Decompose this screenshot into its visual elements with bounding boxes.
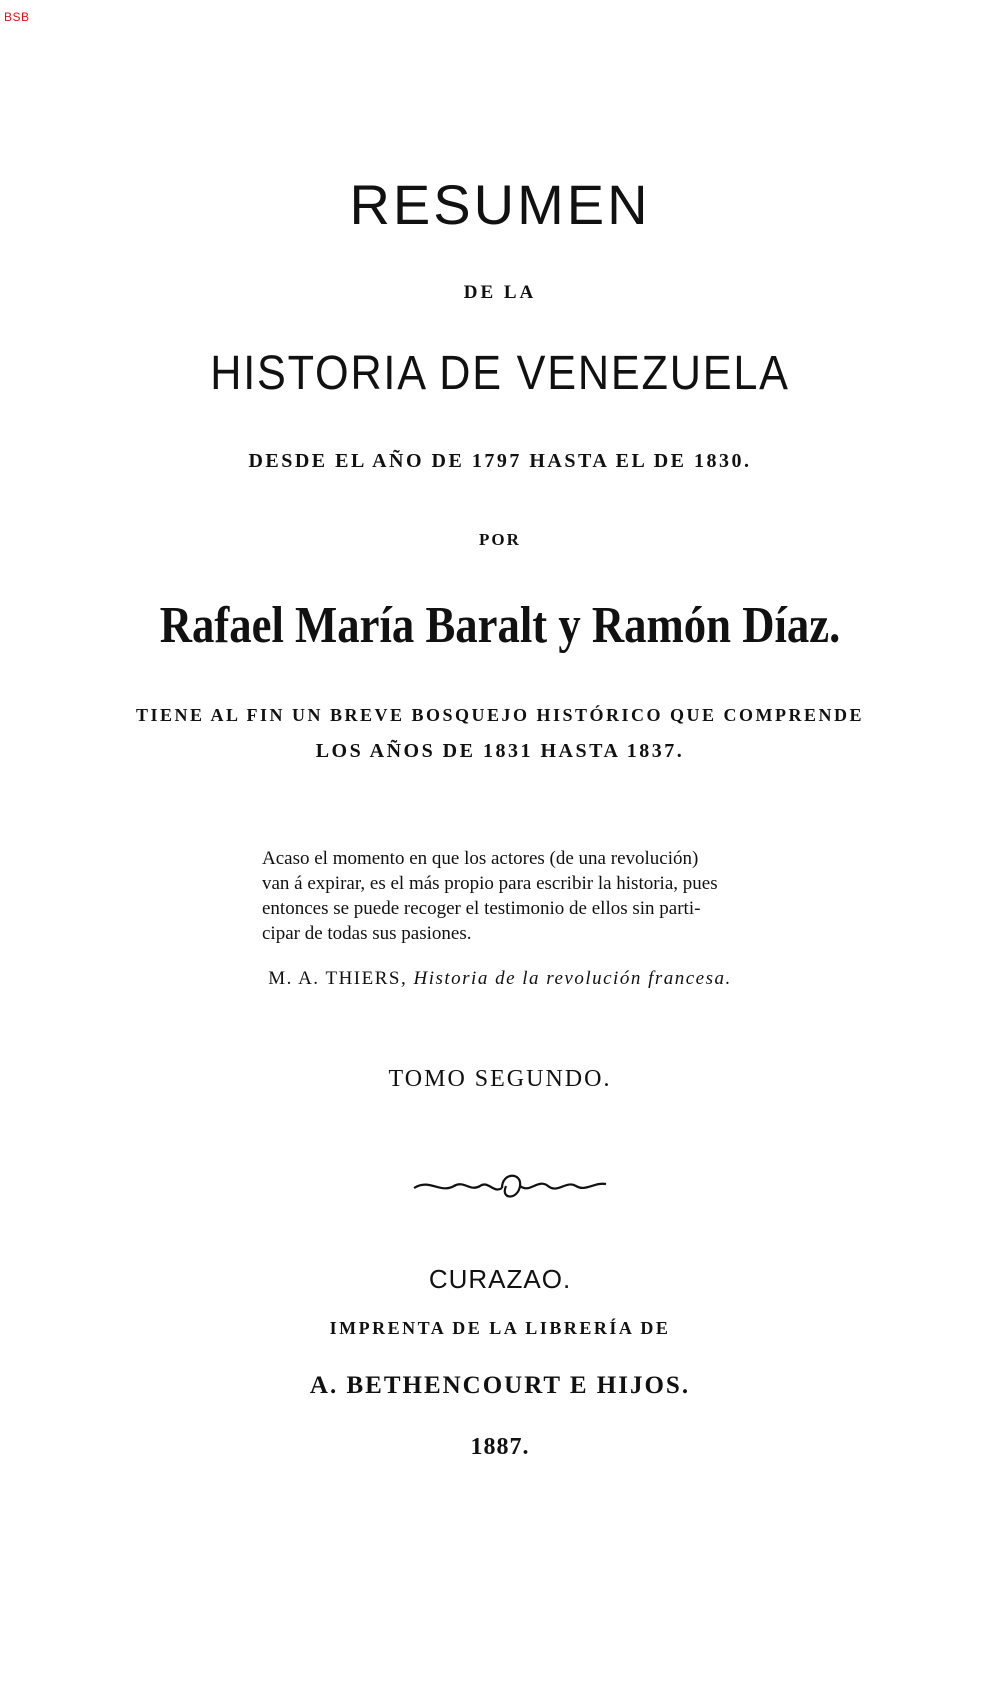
appendix-note-line-2: LOS AÑOS DE 1831 HASTA 1837. — [315, 740, 685, 762]
imprint-publisher: A. BETHENCOURT E HIJOS. — [309, 1372, 691, 1399]
epigraph-line: entonces se puede recoger el testimonio de ellos sin parti- — [262, 898, 701, 919]
epigraph-attribution — [0, 968, 1000, 990]
epigraph-work: Historia de la revolución francesa. — [413, 968, 732, 989]
epigraph — [262, 846, 872, 946]
imprint-place: CURAZAO. — [428, 1264, 572, 1294]
imprint-year: 1887. — [470, 1434, 530, 1460]
book-title: RESUMEN — [349, 173, 651, 236]
epigraph-line: van á expirar, es el más propio para escribir la historia, pues — [262, 873, 718, 894]
authors: Rafael María Baralt y Ramón Díaz. — [159, 597, 841, 654]
subtitle-connector: DE LA — [463, 282, 537, 303]
epigraph-author: M. A. THIERS, — [268, 968, 408, 989]
epigraph-line: cipar de todas sus pasiones. — [262, 923, 472, 944]
ornament-flourish-icon — [410, 1164, 610, 1204]
library-stamp: BSB — [4, 10, 30, 24]
volume-label: TOMO SEGUNDO. — [388, 1066, 612, 1092]
book-subtitle: HISTORIA DE VENEZUELA — [210, 347, 790, 400]
by-label: POR — [479, 530, 521, 549]
date-range: DESDE EL AÑO DE 1797 HASTA EL DE 1830. — [248, 450, 752, 472]
imprint-printer-line: IMPRENTA DE LA LIBRERÍA DE — [329, 1318, 671, 1338]
epigraph-line: Acaso el momento en que los actores (de una revolución) — [262, 848, 699, 869]
appendix-note-line-1: TIENE AL FIN UN BREVE BOSQUEJO HISTÓRICO QUE COMPRENDE — [135, 705, 865, 725]
